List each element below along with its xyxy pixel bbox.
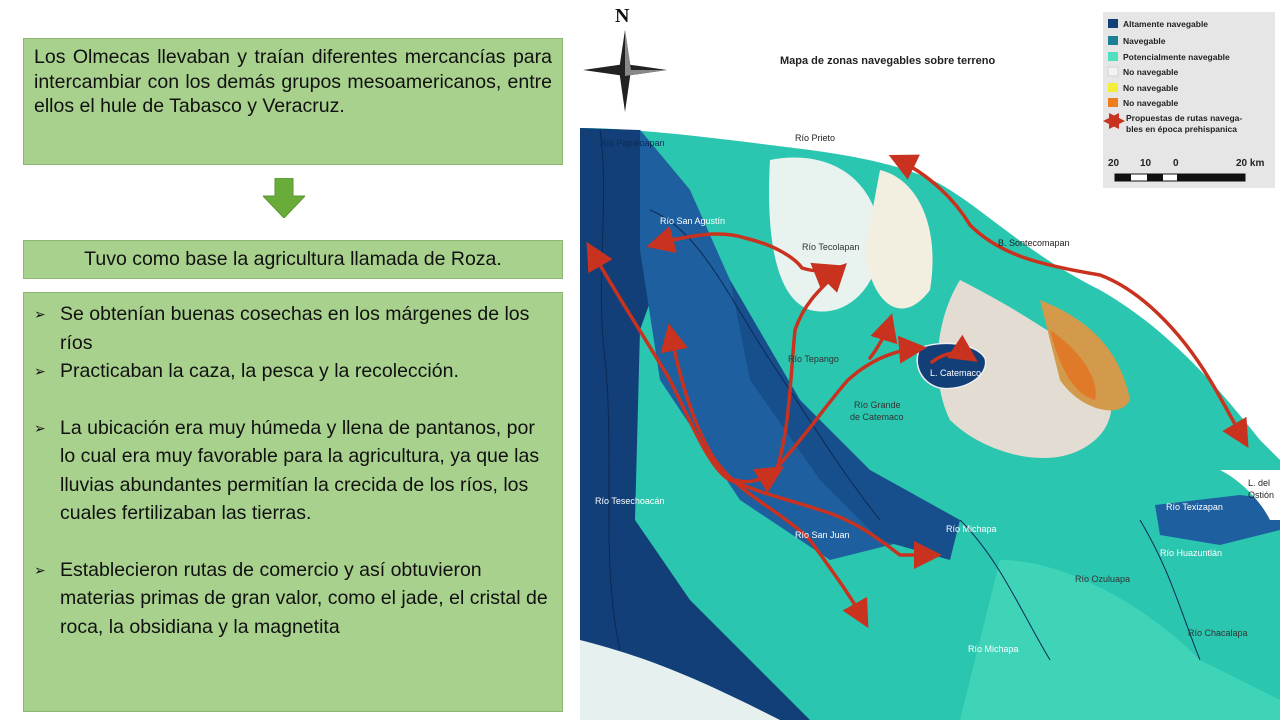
point-item	[34, 357, 552, 386]
legend-swatch	[1108, 67, 1118, 76]
legend-label: No navegable	[1123, 98, 1179, 108]
route-legend-line2: bles en época prehispanica	[1126, 124, 1238, 134]
legend-swatch	[1108, 19, 1118, 28]
label-rio-tesechoacan: Río Tesechoacán	[595, 496, 665, 506]
base-text: Tuvo como base la agricultura llamada de Roza.	[84, 248, 502, 270]
intro-textbox	[23, 38, 563, 165]
label-ostion: Ostión	[1248, 490, 1275, 500]
legend-swatch	[1108, 83, 1118, 92]
bullet-arrow-icon: ➢	[34, 419, 46, 436]
point-text: Practicaban la caza, la pesca y la recolección.	[60, 360, 459, 382]
legend-label: Altamente navegable	[1123, 19, 1209, 29]
legend-swatch	[1108, 36, 1118, 45]
bullet-arrow-icon: ➢	[34, 363, 46, 379]
north-compass-icon	[583, 5, 667, 112]
legend-label: No navegable	[1123, 83, 1179, 93]
intro-text: Los Olmecas llevaban y traían diferentes mercancías para intercambiar con los demás grupos mesoamericanos, entre ellos el hule de Tabasco y Veracruz.	[34, 46, 552, 117]
north-letter: N	[615, 5, 630, 27]
label-rio-michapa-2: Río Michapa	[968, 644, 1019, 654]
points-list	[34, 300, 552, 641]
label-l-del: L. del	[1248, 478, 1271, 488]
navigable-zones-map	[580, 0, 1280, 720]
svg-text:20: 20	[1108, 158, 1120, 169]
label-rio-tecolapan: Río Tecolapan	[802, 242, 860, 252]
label-rio-papaloapan: Río Papaloapan	[600, 138, 665, 148]
svg-text:0: 0	[1173, 158, 1179, 169]
svg-text:10: 10	[1140, 158, 1152, 169]
label-l-catemaco: L. Catemaco	[930, 368, 982, 378]
point-item	[34, 414, 552, 528]
legend-label: Navegable	[1123, 36, 1166, 46]
label-rio-huazuntlan: Río Huazuntlán	[1160, 548, 1223, 558]
points-textbox	[23, 292, 563, 712]
label-de-catemaco: de Catemaco	[850, 412, 904, 422]
point-text: Se obtenían buenas cosechas en los márgenes de los ríos	[60, 303, 530, 354]
bullet-arrow-icon: ➢	[34, 561, 46, 578]
map-title: Mapa de zonas navegables sobre terreno	[780, 55, 996, 67]
legend-swatch	[1108, 52, 1118, 61]
svg-text:20 km: 20 km	[1236, 158, 1265, 169]
label-rio-michapa-1: Río Michapa	[946, 524, 997, 534]
label-rio-texizapan: Río Texizapan	[1166, 502, 1223, 512]
agriculture-base-textbox	[23, 240, 563, 279]
label-rio-grande: Río Grande	[854, 400, 901, 410]
label-rio-san-juan: Río San Juan	[795, 530, 850, 540]
bullet-arrow-icon: ➢	[34, 306, 46, 322]
label-rio-san-agustin: Río San Agustín	[660, 216, 726, 226]
point-item	[34, 556, 552, 642]
label-rio-prieto: Río Prieto	[795, 133, 836, 143]
down-arrow-icon	[263, 178, 305, 218]
label-rio-ozuluapa: Río Ozuluapa	[1075, 574, 1131, 584]
map-legend	[1103, 12, 1275, 188]
point-item	[34, 300, 552, 357]
legend-swatch	[1108, 98, 1118, 107]
point-text: Establecieron rutas de comercio y así obtuvieron materias primas de gran valor, como el jade, el cristal de roca, la obsidiana y la magnetita	[60, 558, 548, 638]
label-rio-tepango: Río Tepango	[788, 354, 839, 364]
legend-label: No navegable	[1123, 67, 1179, 77]
label-rio-chacalapa: Río Chacalapa	[1188, 628, 1248, 638]
legend-label: Potencialmente navegable	[1123, 52, 1230, 62]
label-b-sontecomapan: B. Sontecomapan	[998, 238, 1070, 248]
route-legend-line1: Propuestas de rutas navega-	[1126, 113, 1243, 123]
point-text: La ubicación era muy húmeda y llena de pantanos, por lo cual era muy favorable para la agricultura, ya que las lluvias abundantes permitían la crecida de los ríos, los cuales fertilizaban las tierras.	[60, 416, 540, 524]
